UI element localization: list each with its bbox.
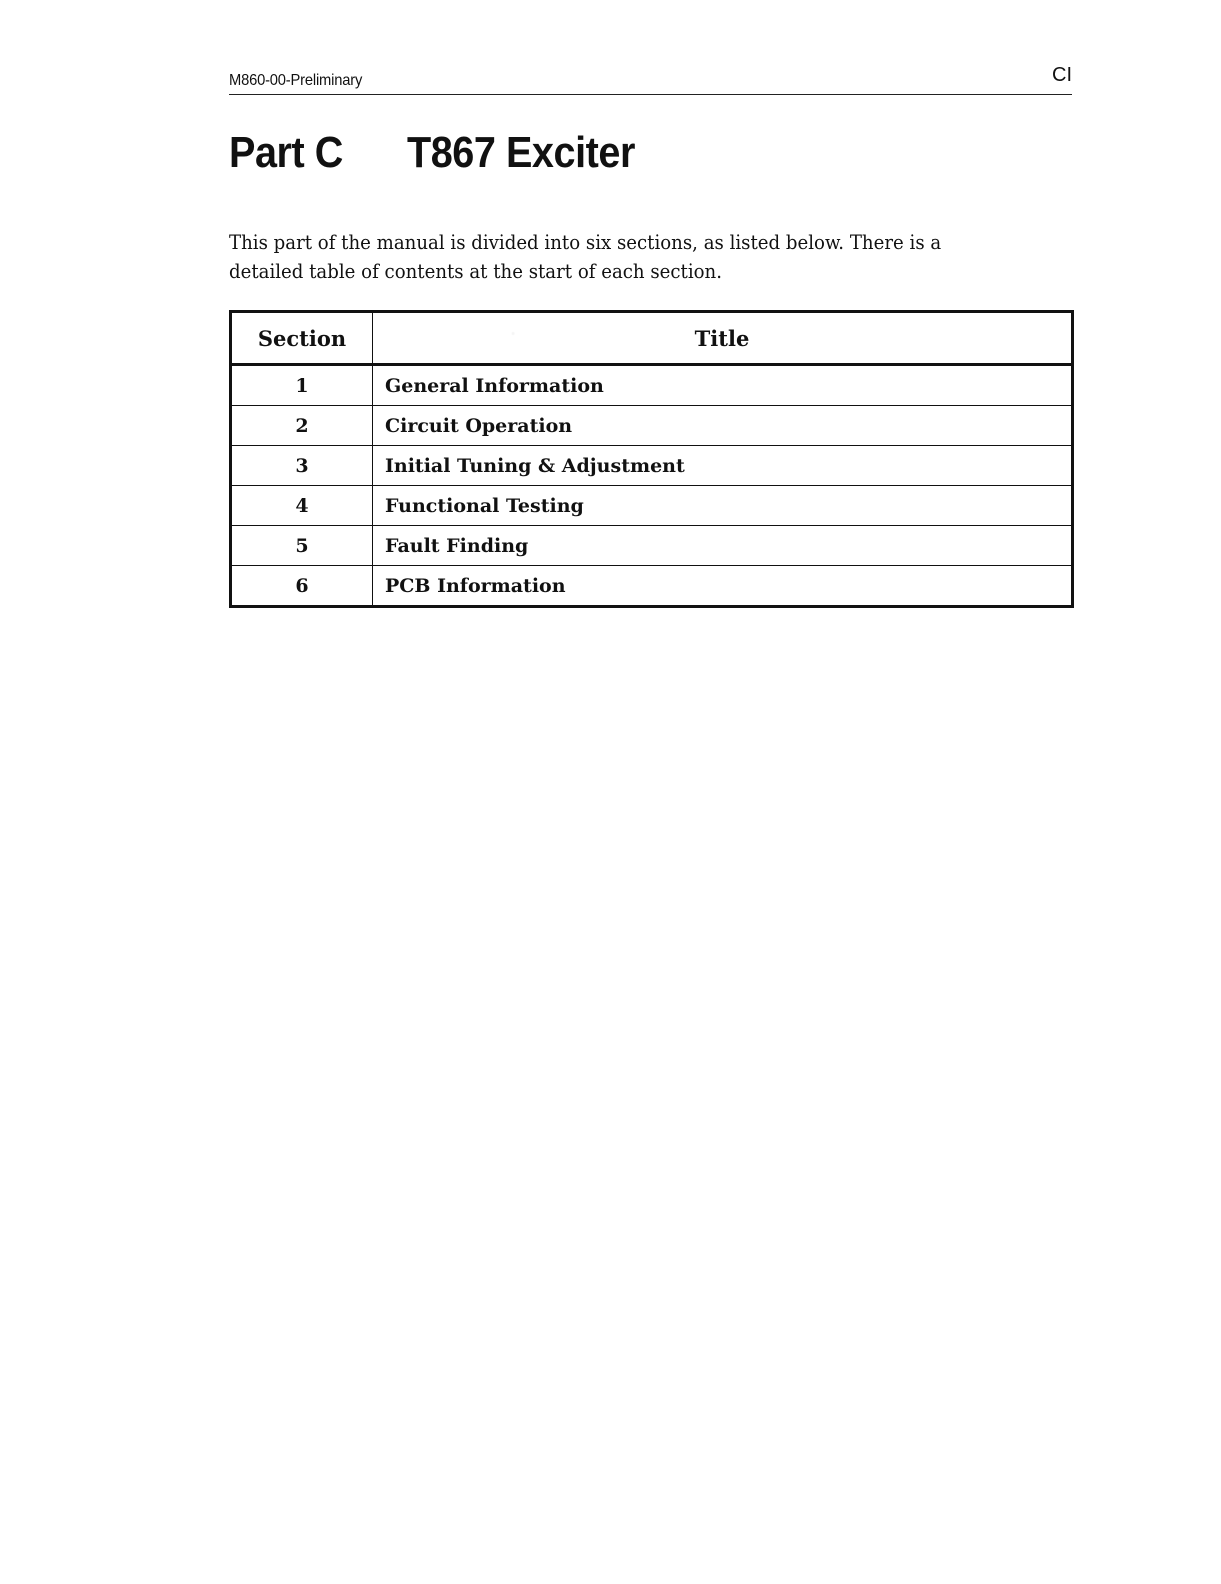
section-title: General Information	[373, 365, 1073, 406]
table-row	[231, 566, 1073, 607]
section-title: Functional Testing	[373, 486, 1073, 526]
section-title: Circuit Operation	[373, 406, 1073, 446]
page-title	[229, 128, 635, 178]
page-mark: CI	[1052, 64, 1072, 86]
section-number: 3	[231, 446, 373, 486]
part-title: T867 Exciter	[406, 128, 635, 177]
column-header-section: Section	[231, 312, 373, 365]
table-row	[231, 365, 1073, 406]
section-number: 1	[231, 365, 373, 406]
table-row	[231, 406, 1073, 446]
intro-paragraph: This part of the manual is divided into six sections, as listed below. There is a detailed table of contents at the start of each section.	[229, 230, 942, 283]
table-row	[231, 526, 1073, 566]
column-header-title: Title	[373, 312, 1073, 365]
table-row	[231, 486, 1073, 526]
section-number: 5	[231, 526, 373, 566]
section-title: PCB Information	[373, 566, 1073, 607]
section-number: 2	[231, 406, 373, 446]
part-label: Part C	[229, 128, 343, 177]
sections-table	[229, 310, 1074, 608]
section-number: 6	[231, 566, 373, 607]
section-title: Fault Finding	[373, 526, 1073, 566]
section-number: 4	[231, 486, 373, 526]
page-header	[229, 62, 1072, 95]
section-title: Initial Tuning & Adjustment	[373, 446, 1073, 486]
table-row	[231, 446, 1073, 486]
document-code: M860-00-Preliminary	[229, 72, 363, 89]
table-header-row	[231, 312, 1073, 365]
